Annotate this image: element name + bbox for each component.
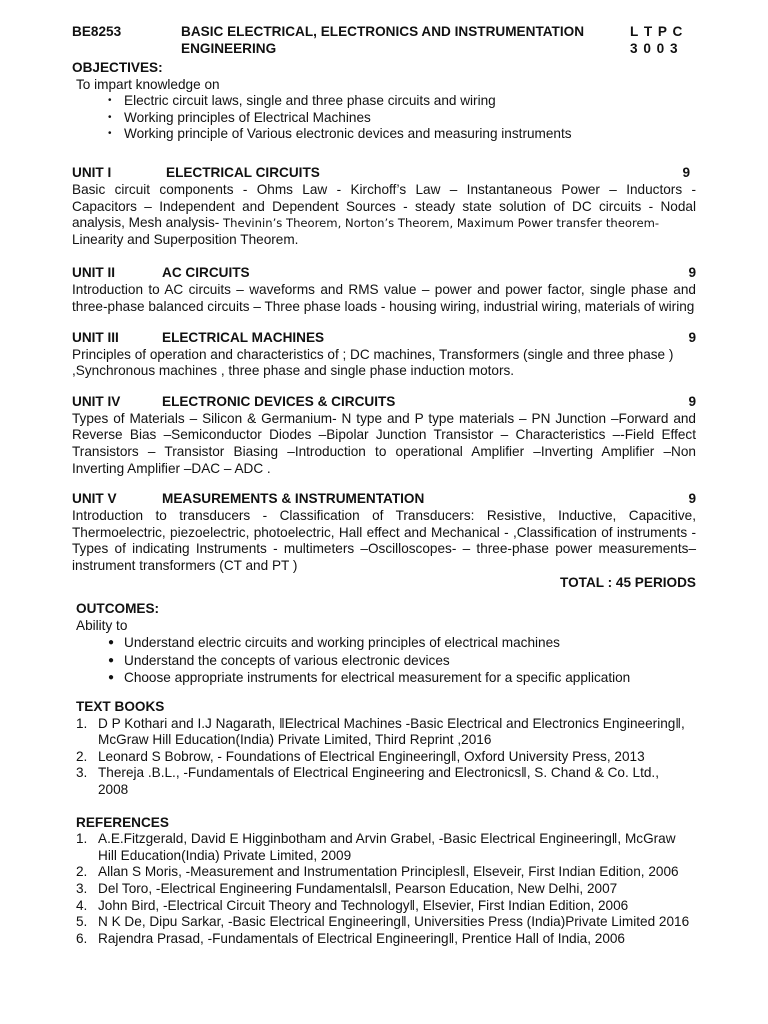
item-number: 3. — [76, 765, 88, 781]
unit-3-content — [72, 347, 696, 380]
unit-5-content: Introduction to transducers - Classification of Transducers: Resistive, Inductive, Capacitive, Thermoelectric, piezoelectric, photoelectric, Hall effect and Mechanical - ,Classification of instruments - Types of indicating Instruments - multimeters –Oscilloscopes- – three-phase power measurements– instrument transformers (CT and PT ) — [72, 508, 696, 573]
unit-1-line-part: Thevinin’s Theorem, Norton’s Theorem, Maximum Power transfer theorem- — [219, 216, 660, 231]
unit-number: UNIT III — [72, 329, 119, 345]
outcomes-heading: OUTCOMES: — [76, 601, 160, 617]
outcome-text: Understand the concepts of various electronic devices — [124, 652, 450, 668]
course-title — [181, 24, 621, 57]
objective-text: Working principle of Various electronic devices and measuring instruments — [124, 126, 572, 142]
objective-text: Electric circuit laws, single and three phase circuits and wiring — [124, 93, 496, 109]
unit-1-line-part: analysis, Mesh analysis- — [72, 215, 220, 231]
outcome-item — [72, 670, 696, 687]
objective-item — [72, 93, 696, 110]
unit-2-heading — [72, 265, 696, 282]
unit-1-line — [72, 215, 696, 232]
outcome-text: Understand electric circuits and working principles of electrical machines — [124, 635, 560, 651]
item-number: 3. — [76, 880, 88, 896]
outcome-item — [72, 635, 696, 652]
references-heading: REFERENCES — [76, 814, 169, 830]
item-number: 5. — [76, 914, 88, 930]
item-number: 2. — [76, 864, 88, 880]
unit-number: UNIT II — [72, 265, 116, 281]
bullet-icon: ● — [108, 654, 115, 666]
reference-item — [72, 898, 696, 915]
textbook-line: D P Kothari and I.J Nagarath, ‖Electrical Machines -Basic Electrical and Electronics Engineering‖, — [98, 715, 685, 731]
objectives-intro: To impart knowledge on — [76, 76, 220, 92]
ltpc-block — [630, 24, 683, 57]
course-title-line1: BASIC ELECTRICAL, ELECTRONICS AND INSTRUMENTATION — [181, 24, 585, 39]
ltpc-labels: L T P C — [630, 24, 684, 39]
syllabus-page — [72, 24, 696, 947]
outcome-text: Choose appropriate instruments for electrical measurement for a specific application — [124, 670, 631, 686]
unit-1-line: Basic circuit components - Ohms Law - Kirchoff’s Law – Instantaneous Power – Inductors - — [72, 181, 696, 197]
item-number: 1. — [76, 831, 88, 847]
unit-title: ELECTRONIC DEVICES & CIRCUITS — [162, 393, 396, 409]
reference-line: A.E.Fitzgerald, David E Higginbotham and Arvin Grabel, -Basic Electrical Engineering‖, McGraw — [98, 831, 676, 847]
unit-number: UNIT I — [72, 164, 112, 180]
item-number: 6. — [76, 930, 88, 946]
unit-hours: 9 — [688, 393, 696, 409]
unit-hours: 9 — [688, 491, 696, 507]
item-number: 4. — [76, 897, 88, 913]
outcomes-intro: Ability to — [76, 617, 128, 633]
objective-item — [72, 126, 696, 143]
unit-1-line: Linearity and Superposition Theorem. — [72, 231, 299, 247]
reference-item — [72, 831, 696, 864]
textbooks-list — [72, 716, 696, 799]
bullet-icon: • — [108, 95, 112, 107]
bullet-icon: • — [108, 128, 112, 140]
objective-item — [72, 110, 696, 127]
reference-line: Del Toro, -Electrical Engineering Fundamentals‖, Pearson Education, New Delhi, 2007 — [98, 880, 618, 896]
bullet-icon: ● — [108, 672, 115, 684]
unit-3-line: ,Synchronous machines , three phase and single phase induction motors. — [72, 363, 515, 379]
total-periods: TOTAL : 45 PERIODS — [560, 575, 696, 591]
reference-item — [72, 914, 696, 931]
reference-line: John Bird, -Electrical Circuit Theory and Technology‖, Elsevier, First Indian Edition, 2006 — [98, 897, 629, 913]
textbook-line: Leonard S Bobrow, - Foundations of Electrical Engineering‖, Oxford University Press, 2013 — [98, 748, 645, 764]
unit-3-line: Principles of operation and characteristics of ; DC machines, Transformers (single and three phase ) — [72, 346, 674, 362]
unit-title: ELECTRICAL CIRCUITS — [166, 164, 320, 180]
unit-2-content: Introduction to AC circuits – waveforms and RMS value – power and power factor, single phase and three-phase balanced circuits – Three phase loads - housing wiring, industrial wiring, materials of wiring — [72, 282, 696, 314]
unit-1-heading — [72, 165, 696, 182]
reference-line: Hill Education(India) Private Limited, 2009 — [98, 847, 352, 863]
course-title-line2: ENGINEERING — [181, 40, 277, 56]
unit-5-heading — [72, 491, 696, 508]
textbook-line: 2008 — [98, 782, 129, 797]
textbook-line: Thereja .B.L., -Fundamentals of Electrical Engineering and Electronics‖, S. Chand & Co. Ltd., — [98, 765, 659, 781]
course-code: BE8253 — [72, 24, 122, 39]
objective-text: Working principles of Electrical Machines — [124, 109, 371, 125]
reference-item — [72, 864, 696, 881]
unit-1-line: Capacitors – Independent and Dependent Sources - steady state solution of DC circuits - Nodal — [72, 198, 696, 214]
textbook-item — [72, 716, 696, 749]
unit-hours: 9 — [682, 164, 690, 180]
reference-line: Allan S Moris, -Measurement and Instrumentation Principles‖, Elseveir, First Indian Edition, 2006 — [98, 864, 679, 880]
unit-title: MEASUREMENTS & INSTRUMENTATION — [162, 491, 425, 507]
textbooks-heading: TEXT BOOKS — [76, 699, 165, 715]
bullet-icon: • — [108, 111, 112, 123]
reference-item — [72, 881, 696, 898]
course-header — [72, 24, 696, 60]
objectives-list — [72, 93, 696, 143]
references-list — [72, 831, 696, 947]
objectives-heading: OBJECTIVES: — [72, 60, 163, 75]
unit-1-content — [72, 182, 696, 248]
item-number: 2. — [76, 748, 88, 764]
unit-title: AC CIRCUITS — [162, 265, 250, 281]
textbook-line: McGraw Hill Education(India) Private Limited, Third Reprint ,2016 — [98, 732, 492, 748]
unit-hours: 9 — [688, 329, 696, 345]
reference-line: Rajendra Prasad, -Fundamentals of Electrical Engineering‖, Prentice Hall of India, 2006 — [98, 930, 625, 946]
unit-hours: 9 — [688, 265, 696, 281]
unit-number: UNIT V — [72, 491, 117, 507]
textbook-item — [72, 765, 696, 798]
unit-title: ELECTRICAL MACHINES — [162, 329, 325, 345]
bullet-icon: ● — [108, 637, 115, 649]
textbook-item — [72, 749, 696, 766]
unit-4-content: Types of Materials – Silicon & Germanium- N type and P type materials – PN Junction –Forward and Reverse Bias –Semiconductor Diodes –Bipolar Junction Transistor – Characteristics –-Field Effect Transistors – Transistor Biasing –Introduction to operational Amplifier –Inverting Amplifier –Non Inverting Amplifier –DAC – ADC . — [72, 410, 696, 476]
unit-4-heading — [72, 394, 696, 411]
outcomes-list — [72, 635, 696, 687]
unit-number: UNIT IV — [72, 393, 121, 409]
unit-3-heading — [72, 330, 696, 347]
outcome-item — [72, 653, 696, 670]
reference-line: N K De, Dipu Sarkar, -Basic Electrical Engineering‖, Universities Press (India)Private Limited 2016 — [98, 914, 690, 930]
item-number: 1. — [76, 715, 88, 731]
ltpc-values: 3 0 0 3 — [630, 40, 679, 56]
reference-item — [72, 931, 696, 948]
